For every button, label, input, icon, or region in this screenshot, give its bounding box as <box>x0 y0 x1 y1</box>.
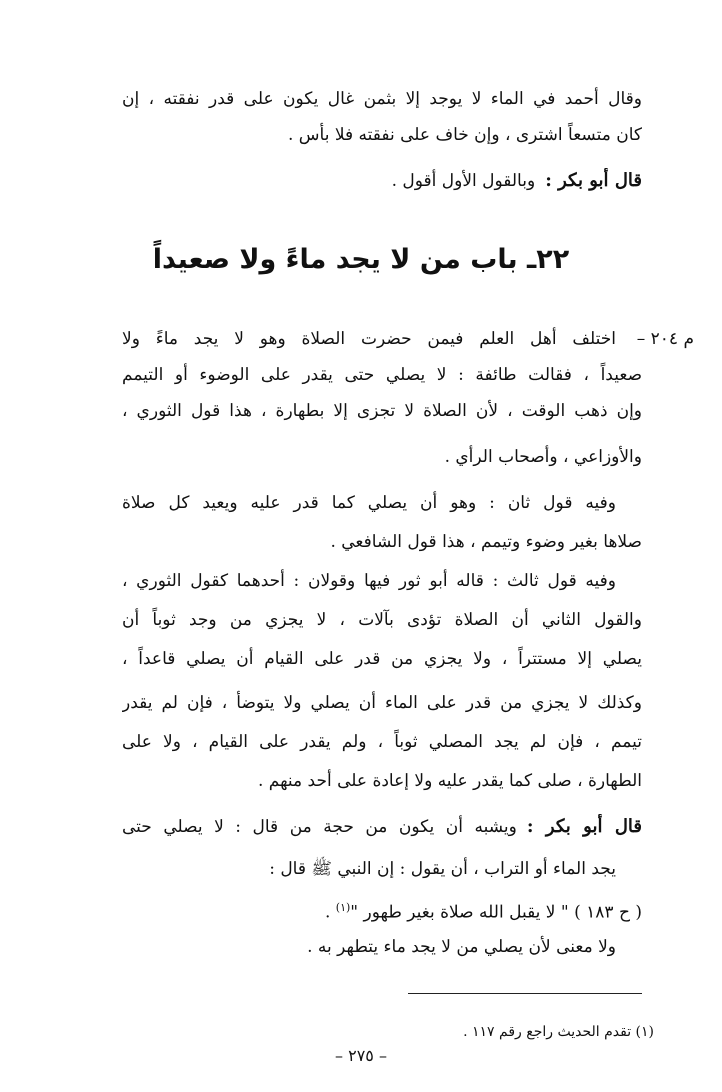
footnote: (١) تقدم الحديث راجع رقم ١١٧ . <box>463 1024 654 1040</box>
chapter-title: ٢٢ـ باب من لا يجد ماءً ولا صعيداً <box>152 244 570 275</box>
p2-line-1: وفيه قول ثان : وهو أن يصلي كما قدر عليه ويعيد كل صلاة <box>122 493 616 513</box>
p3-line-4: وكذلك لا يجزي من قدر على الماء أن يصلي ولا يتوضأ ، فإن لم يقدر <box>122 693 642 713</box>
p3-line-2: والقول الثاني أن الصلاة تؤدى بآلات ، لا يجزي من وجد ثوباً أن <box>122 610 642 630</box>
p1-line-1: اختلف أهل العلم فيمن حضرت الصلاة وهو لا يجد ماءً ولا <box>122 329 616 349</box>
p3-line-6: الطهارة ، صلى كما يقدر عليه ولا إعادة على أحد منهم . <box>257 771 642 791</box>
p1-line-3: وإن ذهب الوقت ، لأن الصلاة لا تجزى إلا بطهارة ، هذا قول الثوري ، <box>122 401 642 421</box>
abu-bakr-lead: قال أبو بكر : <box>545 170 642 191</box>
intro-line-3-text: وبالقول الأول أقول . <box>391 171 536 191</box>
hadith-text: ( ح ١٨٣ ) " لا يقبل الله صلاة بغير طهور " <box>350 902 642 923</box>
section-marker: م ٢٠٤ – <box>636 329 694 349</box>
intro-line-2: كان متسعاً اشترى ، وإن خاف على نفقته فلا بأس . <box>287 125 642 145</box>
p4-line-1 <box>122 814 642 840</box>
footnote-ref: (١) <box>335 901 351 914</box>
closing-line: ولا معنى لأن يصلي من لا يجد ماء يتطهر به . <box>307 937 616 957</box>
abu-bakr-lead-2: قال أبو بكر : <box>526 816 642 837</box>
intro-line-3 <box>122 168 642 194</box>
p2-line-2: صلاها بغير وضوء وتيمم ، هذا قول الشافعي . <box>330 532 642 552</box>
p1-line-4: والأوزاعي ، وأصحاب الرأي . <box>444 447 642 467</box>
p4-line-1-text: ويشبه أن يكون من حجة من قال : لا يصلي حتى <box>122 817 517 837</box>
p4-line-2: يجد الماء أو التراب ، أن يقول : إن النبي ﷺ قال : <box>269 859 616 879</box>
p1-line-2: صعيداً ، فقالت طائفة : لا يصلي حتى يقدر على الوضوء أو التيمم <box>122 365 642 385</box>
hadith-end: . <box>324 902 336 923</box>
p3-line-3: يصلي إلا مستتراً ، ولا يجزي من قدر على القيام أن يصلي قاعداً ، <box>122 649 642 669</box>
footnote-divider <box>408 993 642 994</box>
p3-line-1: وفيه قول ثالث : قاله أبو ثور فيها وقولان : أحدهما كقول الثوري ، <box>122 571 616 591</box>
page-number: – ٢٧٥ – <box>335 1046 387 1065</box>
p3-line-5: تيمم ، فإن لم يجد المصلي ثوباً ، ولم يقدر على القيام ، ولا على <box>122 732 642 752</box>
hadith-line <box>122 895 642 926</box>
intro-line-1: وقال أحمد في الماء لا يوجد إلا بثمن غال يكون على قدر نفقته ، إن <box>122 89 642 109</box>
